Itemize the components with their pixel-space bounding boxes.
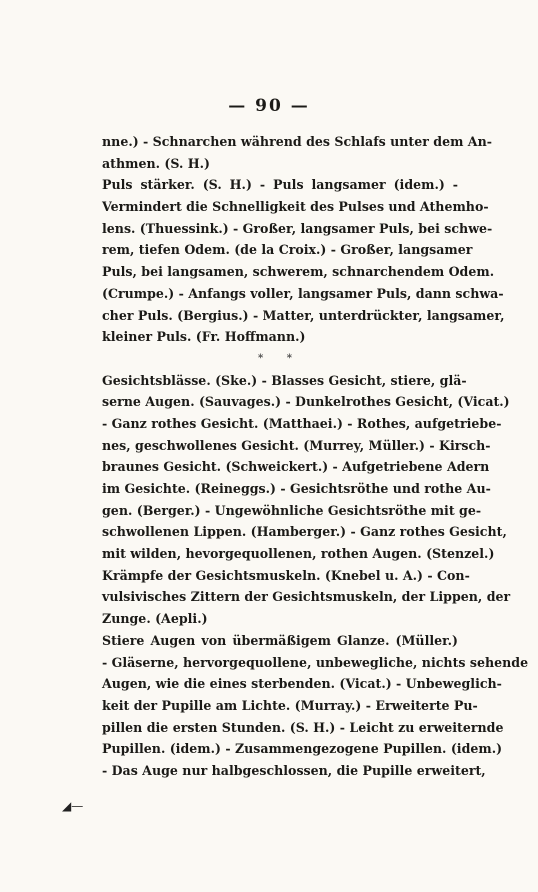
text-line: Stiere Augen von übermäßigem Glanze. (Müller.)	[102, 632, 458, 648]
page-number: — 90 —	[228, 96, 310, 116]
text-line: pillen die ersten Stunden. (S. H.) - Leicht zu erweiternde	[102, 719, 504, 735]
text-line: Gesichtsblässe. (Ske.) - Blasses Gesicht, stiere, glä-	[102, 372, 467, 388]
text-line: Pupillen. (idem.) - Zusammengezogene Pupillen. (idem.)	[102, 741, 503, 757]
signature-mark: ◢—	[62, 799, 84, 813]
text-line: Krämpfe der Gesichtsmuskeln. (Knebel u. A.) - Con-	[102, 567, 470, 583]
text-line: mit wilden, hevorgequollenen, rothen Augen. (Stenzel.)	[102, 546, 495, 562]
text-line: im Gesichte. (Reineggs.) - Gesichtsröthe und rothe Au-	[102, 481, 491, 496]
text-line: Vermindert die Schnelligkeit des Pulses und Athemho-	[102, 199, 489, 215]
text-line: kleiner Puls. (Fr. Hoffmann.)	[102, 329, 306, 345]
text-line: athmen. (S. H.)	[102, 155, 211, 171]
text-line: Augen, wie die eines sterbenden. (Vicat.) - Unbeweglich-	[102, 676, 502, 692]
text-line: - Gläserne, hervorgequollene, unbewegliche, nichts sehende	[102, 654, 529, 670]
text-line: rem, tiefen Odem. (de la Croix.) - Großer, langsamer	[102, 242, 473, 258]
page-body-text	[102, 131, 529, 782]
text-line: - Das Auge nur halbgeschlossen, die Pupille erweitert,	[102, 762, 486, 778]
text-line: (Crumpe.) - Anfangs voller, langsamer Puls, dann schwa-	[102, 285, 504, 301]
text-line: cher Puls. (Bergius.) - Matter, unterdrückter, langsamer,	[102, 307, 505, 323]
text-line: gen. (Berger.) - Ungewöhnliche Gesichtsröthe mit ge-	[102, 502, 482, 518]
text-line: nne.) - Schnarchen während des Schlafs unter dem An-	[102, 134, 492, 149]
text-line: nes, geschwollenes Gesicht. (Murrey, Müller.) - Kirsch-	[102, 437, 491, 453]
section-separator: * *	[258, 352, 302, 364]
text-line: Puls, bei langsamen, schwerem, schnarchendem Odem.	[102, 264, 495, 280]
text-line: - Ganz rothes Gesicht. (Matthaei.) - Rothes, aufgetriebe-	[102, 415, 502, 431]
text-line: Puls stärker. (S. H.) - Puls langsamer (idem.) -	[102, 177, 458, 193]
text-line: braunes Gesicht. (Schweickert.) - Aufgetriebene Adern	[102, 459, 490, 475]
text-line: Zunge. (Aepli.)	[102, 611, 208, 627]
text-line: serne Augen. (Sauvages.) - Dunkelrothes Gesicht, (Vicat.)	[102, 394, 510, 410]
text-line: vulsivisches Zittern der Gesichtsmuskeln, der Lippen, der	[102, 589, 511, 605]
text-line: schwollenen Lippen. (Hamberger.) - Ganz rothes Gesicht,	[102, 524, 507, 540]
text-line: lens. (Thuessink.) - Großer, langsamer Puls, bei schwe-	[102, 220, 493, 236]
text-line: keit der Pupille am Lichte. (Murray.) - Erweiterte Pu-	[102, 697, 478, 713]
